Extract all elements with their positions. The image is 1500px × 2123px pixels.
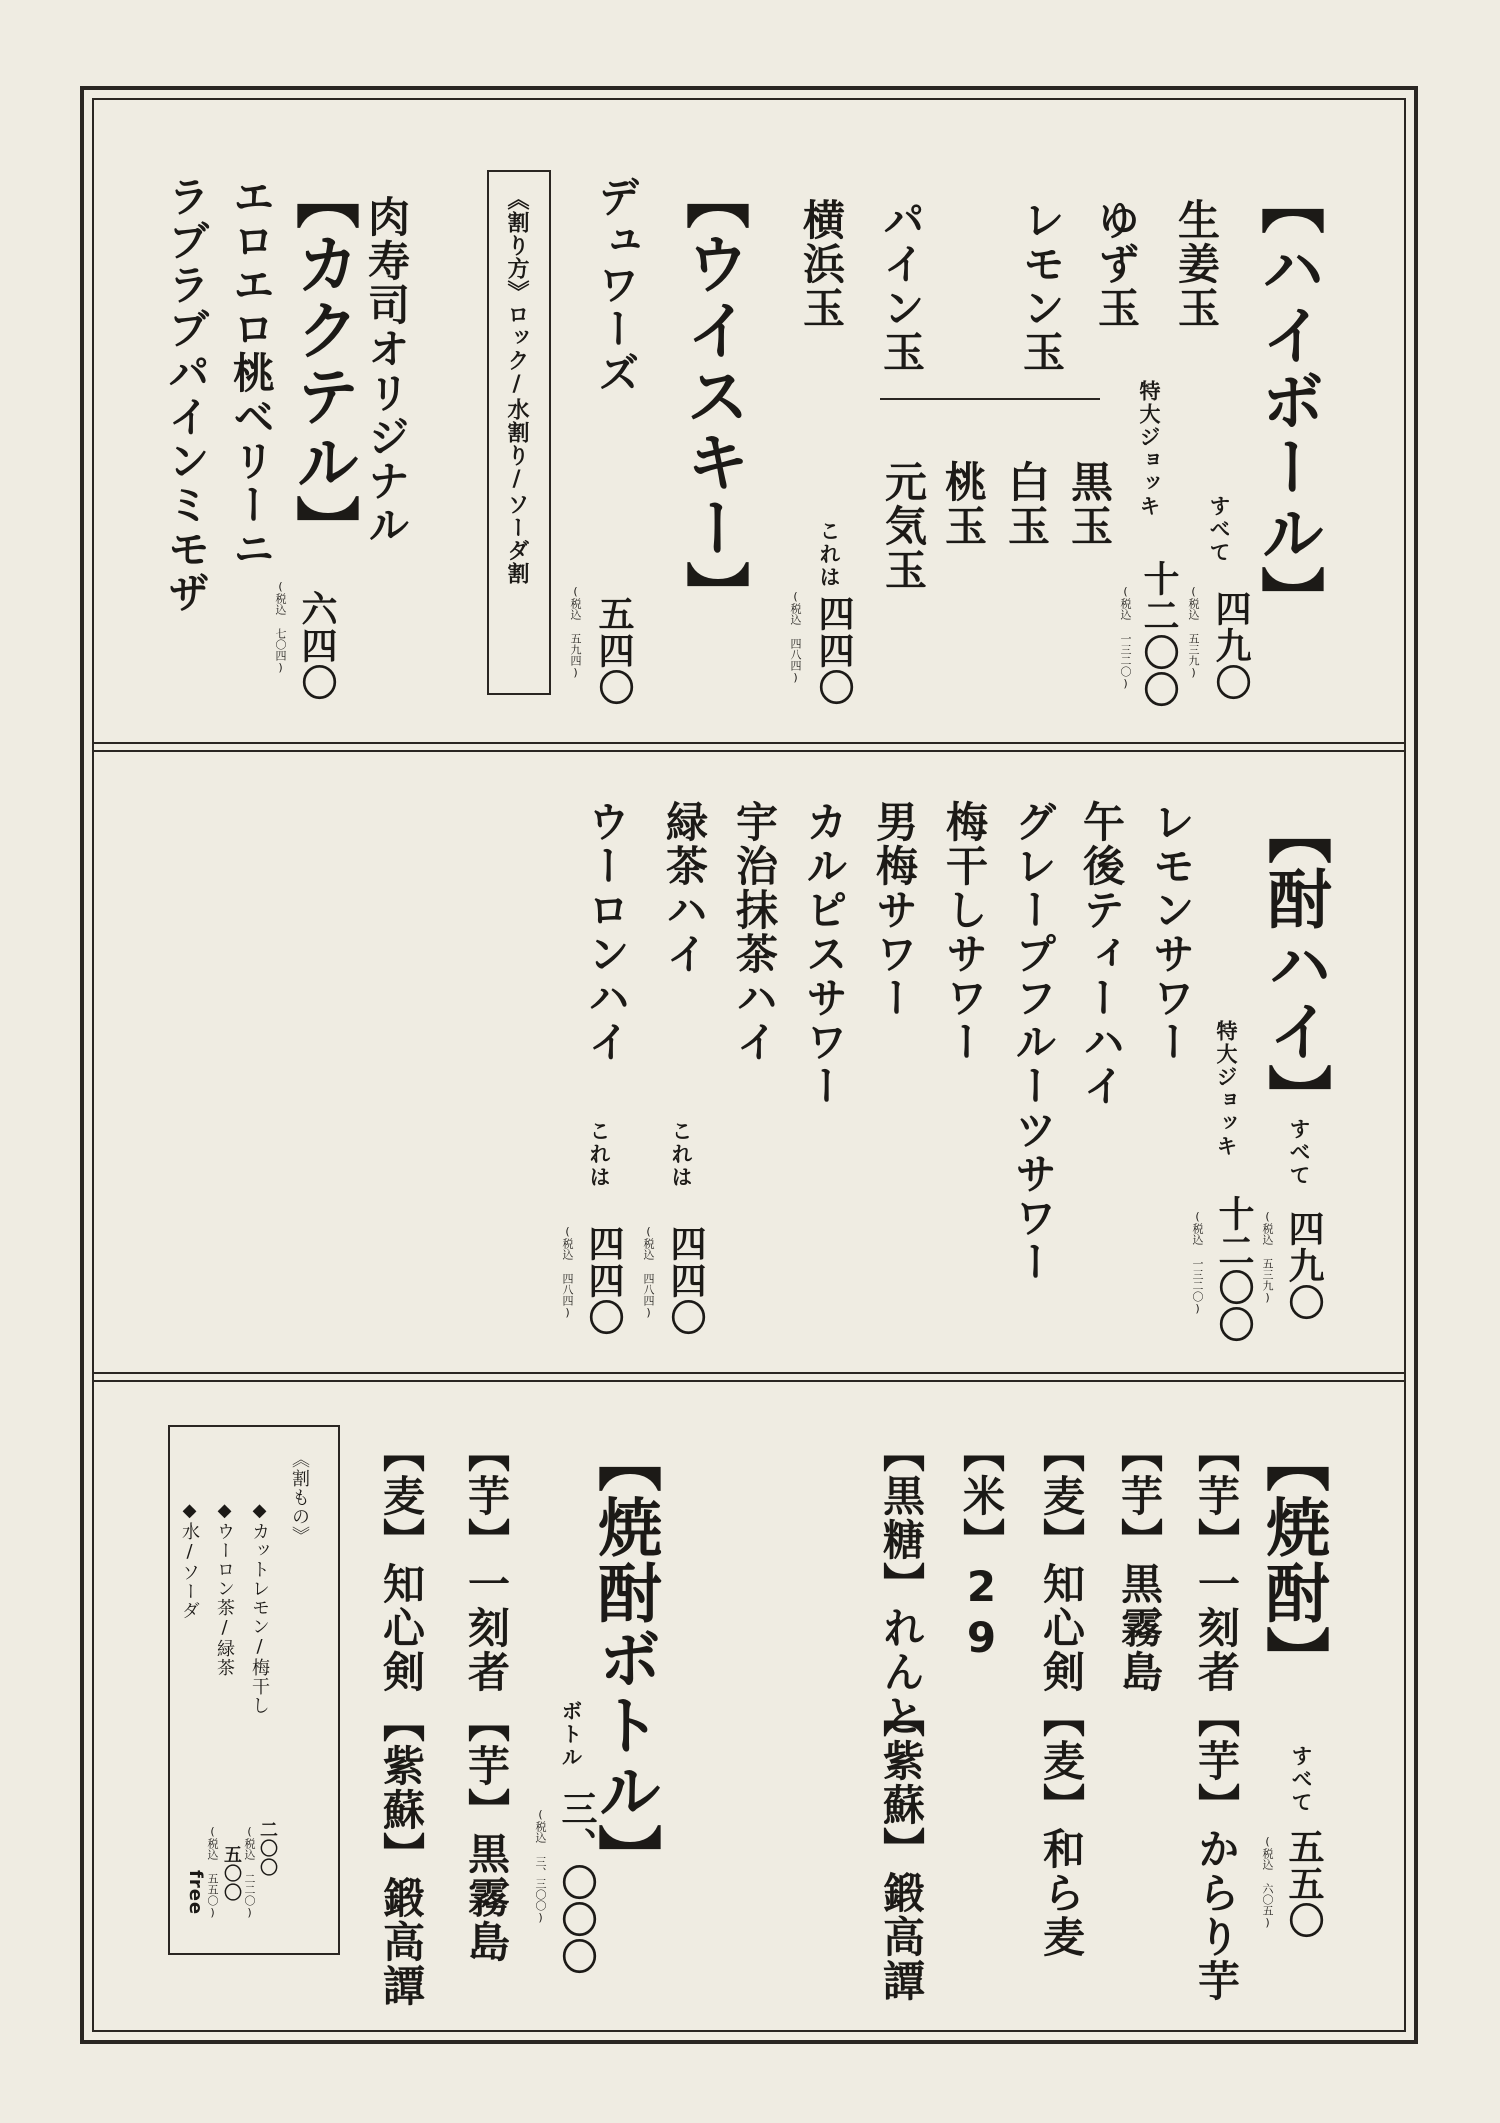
- shochu-item: 【麦】知心剣: [1037, 1430, 1086, 1694]
- mixer-price: 二〇〇: [257, 1820, 278, 1877]
- highball-item: レモン玉: [1017, 198, 1066, 374]
- highball-separator: [880, 398, 1100, 400]
- chuhai-item: 緑茶ハイ: [660, 800, 709, 976]
- chuhai-jumbo-label: 特大ジョッキ: [1214, 1020, 1238, 1158]
- shochu-item: 【麦】和ら麦: [1037, 1695, 1086, 1959]
- shochu-item: 【芋】一刻者: [1192, 1430, 1241, 1694]
- shochu-item: 【黒糖】れんと: [877, 1430, 926, 1738]
- shochu-title: 【焼酎】: [1255, 1428, 1329, 1692]
- mixer-row: ◆カットレモン/梅干し: [249, 1500, 270, 1715]
- chuhai-jumbo-tax: (税込 一三二〇): [1191, 1210, 1204, 1315]
- bottle-price: 三、〇〇〇: [556, 1790, 597, 1975]
- chuhai-title: 【酎ハイ】: [1257, 800, 1331, 1130]
- highball-kore-label: これは: [817, 520, 841, 589]
- chuhai-all-tax: (税込 五三九): [1261, 1210, 1274, 1304]
- shochu-item: 【米】29: [957, 1430, 1006, 1664]
- mixer-tax: (税込 五五〇): [206, 1825, 219, 1919]
- whisky-item: デュワーズ: [592, 175, 641, 395]
- cocktail-item: ラブラブパインミモザ: [162, 175, 211, 615]
- bottle-item: 【紫蘇】鍛高譚: [377, 1700, 426, 2008]
- cocktail-item: エロエロ桃ベリーニ: [227, 175, 276, 571]
- highball-jumbo-label: 特大ジョッキ: [1137, 380, 1161, 518]
- chuhai-item: カルピスサワー: [800, 800, 849, 1108]
- highball-item: 横浜玉: [797, 198, 846, 330]
- mixers-title: 《割もの》: [289, 1450, 310, 1545]
- chuhai-kore-label: これは: [669, 1120, 693, 1189]
- highball-all-tax: (税込 五三九): [1187, 585, 1200, 679]
- chuhai-item: ウーロンハイ: [582, 800, 631, 1064]
- bottle-item: 【芋】黒霧島: [462, 1700, 511, 1964]
- highball-item: 生姜玉: [1172, 198, 1221, 330]
- shochu-all-tax: (税込 六〇五): [1261, 1835, 1274, 1929]
- mixer-row: ◆水/ソーダ: [179, 1500, 200, 1620]
- cocktail-price: 六四〇: [296, 590, 337, 701]
- highball-all-price: 四九〇: [1210, 590, 1251, 701]
- bottle-label: ボトル: [559, 1700, 583, 1769]
- highball-jumbo-price: 十二〇〇: [1138, 560, 1179, 708]
- highball-item: ゆず玉: [1092, 198, 1141, 330]
- mixer-price: free: [185, 1870, 206, 1916]
- highball-item: 黒玉: [1065, 460, 1114, 548]
- chuhai-item: 宇治抹茶ハイ: [730, 800, 779, 1064]
- mixer-tax: (税込 二二〇): [243, 1825, 256, 1919]
- shochu-item: 【芋】黒霧島: [1115, 1430, 1164, 1694]
- highball-item: パイン玉: [877, 198, 926, 374]
- chuhai-all-label: すべて: [1287, 1118, 1311, 1187]
- whisky-style-note: 《割り方》ロック/水割り/ソーダ割: [504, 188, 529, 585]
- whisky-tax: (税込 五九四): [569, 585, 582, 679]
- highball-item: 元気玉: [879, 460, 928, 592]
- section-divider-1: [92, 742, 1406, 752]
- chuhai-item: 男梅サワー: [870, 800, 919, 1020]
- chuhai-all-price: 四九〇: [1283, 1210, 1324, 1321]
- section-divider-2: [92, 1372, 1406, 1382]
- chuhai-item: 梅干しサワー: [940, 800, 989, 1064]
- highball-kore-tax: (税込 四八四): [789, 590, 802, 684]
- bottle-item: 【麦】知心剣: [377, 1430, 426, 1694]
- highball-jumbo-tax: (税込 一三二〇): [1119, 585, 1132, 690]
- chuhai-item: グレープフルーツサワー: [1009, 800, 1058, 1284]
- chuhai-item: 午後ティーハイ: [1077, 800, 1126, 1108]
- chuhai-jumbo-price: 十二〇〇: [1213, 1195, 1254, 1343]
- chuhai-kore-price: 四四〇: [583, 1225, 624, 1336]
- highball-item: 桃玉: [939, 460, 988, 548]
- whisky-title: 【ウイスキー】: [675, 165, 749, 627]
- shochu-all-price: 五五〇: [1283, 1828, 1324, 1939]
- whisky-price: 五四〇: [593, 595, 634, 706]
- bottle-tax: (税込 三、三〇〇): [534, 1808, 547, 1924]
- chuhai-kore-tax: (税込 四八四): [642, 1225, 655, 1319]
- chuhai-kore-label: これは: [587, 1120, 611, 1189]
- highball-item: 白玉: [1002, 460, 1051, 548]
- shochu-all-label: すべて: [1289, 1745, 1313, 1814]
- bottle-item: 【芋】一刻者: [462, 1430, 511, 1694]
- mixer-row: ◆ウーロン茶/緑茶: [214, 1500, 235, 1677]
- highball-all-label: すべて: [1207, 495, 1231, 564]
- shochu-item: 【芋】からり芋: [1192, 1695, 1241, 2003]
- mixer-price: 五〇〇: [221, 1845, 242, 1902]
- highball-title: 【ハイボール】: [1250, 170, 1324, 632]
- cocktail-tax: (税込 七〇四): [274, 580, 287, 674]
- cocktail-title: 【カクテル】: [285, 165, 359, 561]
- chuhai-kore-price: 四四〇: [665, 1225, 706, 1336]
- shochu-item: 【紫蘇】鍛高譚: [877, 1695, 926, 2003]
- chuhai-kore-tax: (税込 四八四): [561, 1225, 574, 1319]
- chuhai-item: レモンサワー: [1147, 800, 1196, 1064]
- bottle-title: 【焼酎ボトル】: [587, 1428, 661, 1890]
- highball-kore-price: 四四〇: [813, 595, 854, 706]
- cocktail-prefix: 肉寿司オリジナル: [362, 195, 411, 547]
